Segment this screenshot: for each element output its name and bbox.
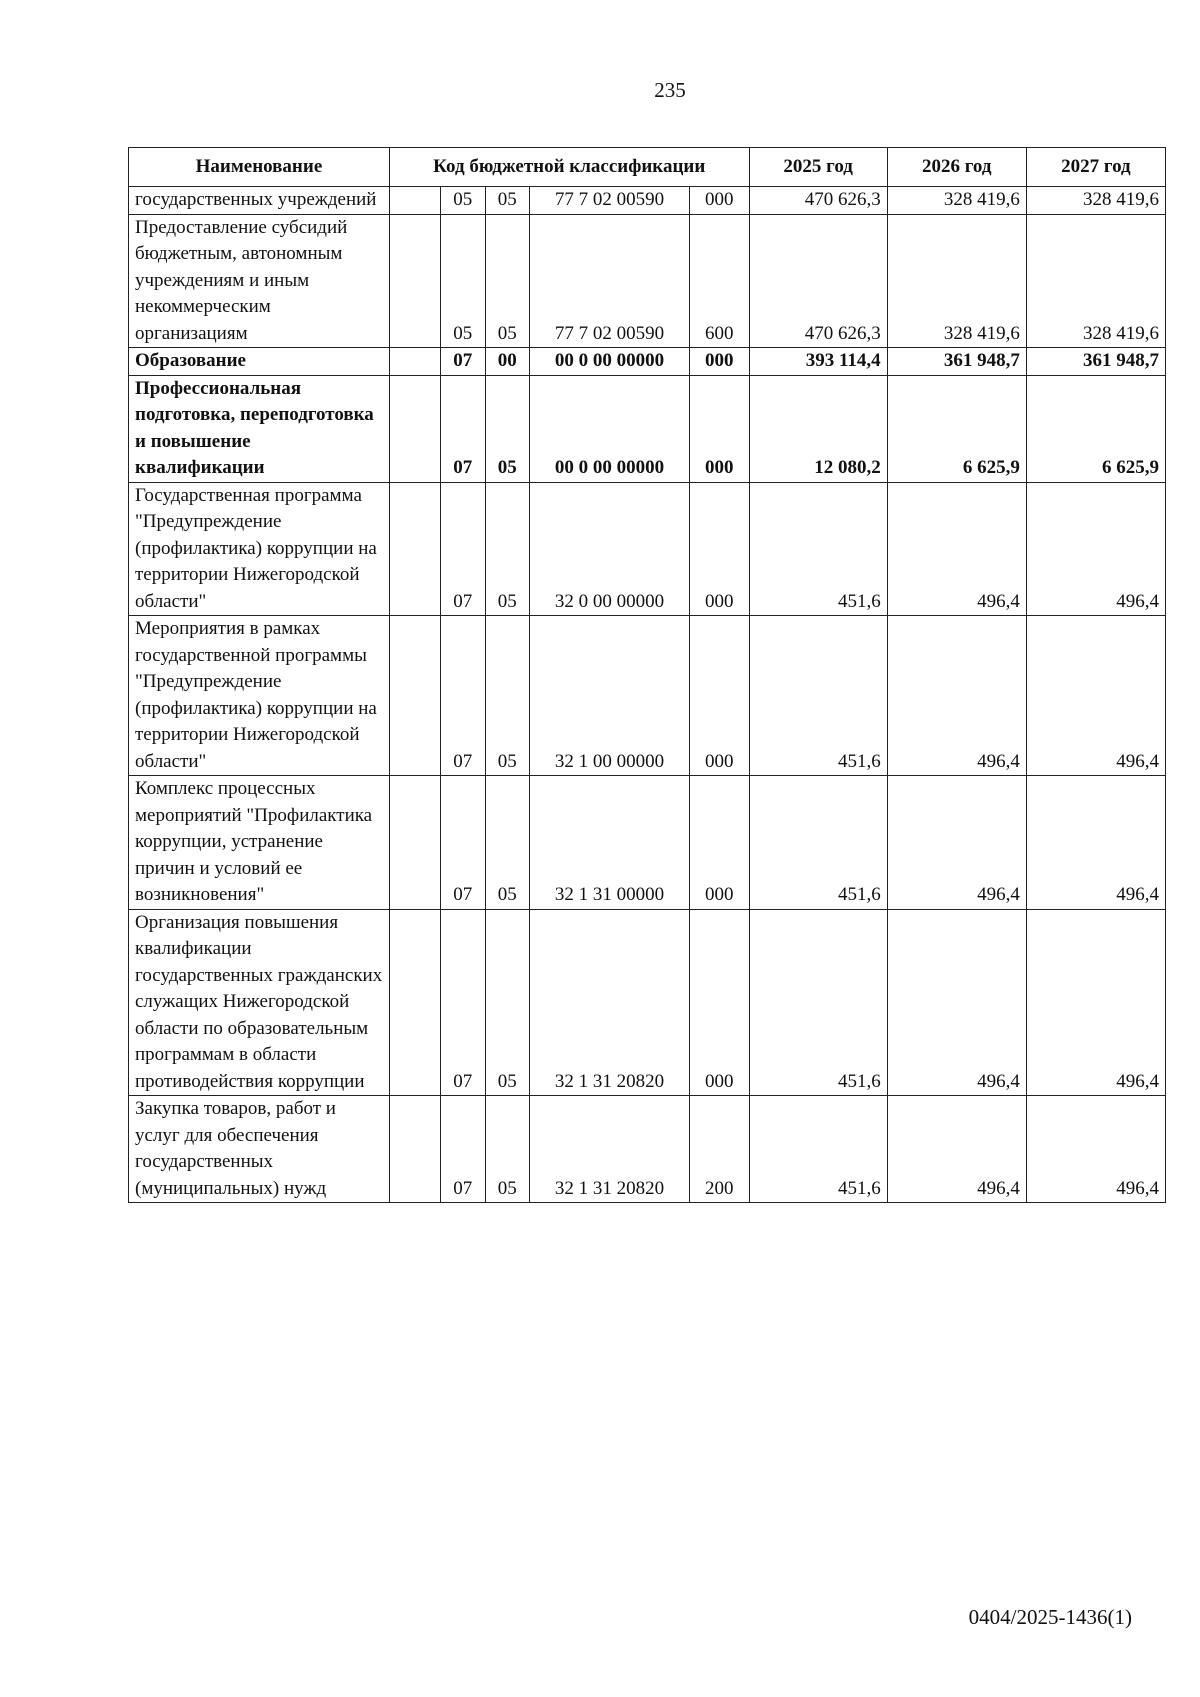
budget-table — [128, 147, 1166, 1203]
row-amount-2027: 6 625,9 — [1026, 375, 1165, 482]
row-amount-2025: 12 080,2 — [749, 375, 887, 482]
row-amount-2025: 470 626,3 — [749, 187, 887, 215]
document-id: 0404/2025-1436(1) — [968, 1605, 1132, 1629]
row-blank-cell — [389, 348, 440, 376]
row-subsection: 05 — [485, 482, 530, 616]
row-subsection: 05 — [485, 187, 530, 215]
row-target-article: 32 0 00 00000 — [530, 482, 690, 616]
row-name: Образование — [129, 348, 390, 376]
row-amount-2026: 496,4 — [887, 482, 1026, 616]
row-blank-cell — [389, 909, 440, 1096]
row-amount-2026: 328 419,6 — [887, 214, 1026, 348]
table-row — [129, 776, 1166, 910]
row-amount-2026: 496,4 — [887, 776, 1026, 910]
row-amount-2026: 6 625,9 — [887, 375, 1026, 482]
row-target-article: 00 0 00 00000 — [530, 375, 690, 482]
row-target-article: 32 1 31 20820 — [530, 1096, 690, 1203]
row-section: 07 — [440, 616, 485, 776]
table-row — [129, 1096, 1166, 1203]
table-row — [129, 482, 1166, 616]
row-subsection: 05 — [485, 1096, 530, 1203]
row-amount-2025: 451,6 — [749, 1096, 887, 1203]
row-amount-2027: 496,4 — [1026, 1096, 1165, 1203]
row-subsection: 05 — [485, 616, 530, 776]
row-section: 07 — [440, 482, 485, 616]
table-row — [129, 616, 1166, 776]
row-name: Мероприятия в рамках государственной программы "Предупреждение (профилактика) коррупции на территории Нижегородской области" — [129, 616, 390, 776]
row-subsection: 00 — [485, 348, 530, 376]
table-header-row — [129, 148, 1166, 187]
row-amount-2027: 328 419,6 — [1026, 187, 1165, 215]
row-name: Закупка товаров, работ и услуг для обеспечения государственных (муниципальных) нужд — [129, 1096, 390, 1203]
row-subsection: 05 — [485, 909, 530, 1096]
row-name: Государственная программа "Предупреждение (профилактика) коррупции на территории Нижегородской области" — [129, 482, 390, 616]
row-blank-cell — [389, 1096, 440, 1203]
row-amount-2025: 393 114,4 — [749, 348, 887, 376]
row-amount-2025: 451,6 — [749, 776, 887, 910]
header-2027: 2027 год — [1026, 148, 1165, 187]
table-row — [129, 214, 1166, 348]
row-name: Профессиональная подготовка, переподготовка и повышение квалификации — [129, 375, 390, 482]
row-section: 07 — [440, 776, 485, 910]
row-section: 07 — [440, 375, 485, 482]
header-2025: 2025 год — [749, 148, 887, 187]
row-section: 05 — [440, 214, 485, 348]
row-amount-2026: 361 948,7 — [887, 348, 1026, 376]
row-amount-2027: 361 948,7 — [1026, 348, 1165, 376]
row-expense-type: 000 — [689, 375, 749, 482]
row-blank-cell — [389, 214, 440, 348]
row-blank-cell — [389, 187, 440, 215]
row-name: Организация повышения квалификации государственных гражданских служащих Нижегородской области по образовательным программам в области противодействия коррупции — [129, 909, 390, 1096]
row-blank-cell — [389, 375, 440, 482]
row-subsection: 05 — [485, 776, 530, 910]
header-name: Наименование — [129, 148, 390, 187]
page-number: 235 — [654, 78, 686, 102]
row-blank-cell — [389, 616, 440, 776]
row-amount-2026: 496,4 — [887, 909, 1026, 1096]
row-subsection: 05 — [485, 214, 530, 348]
row-amount-2025: 451,6 — [749, 909, 887, 1096]
row-subsection: 05 — [485, 375, 530, 482]
table-row — [129, 375, 1166, 482]
row-section: 07 — [440, 909, 485, 1096]
row-target-article: 77 7 02 00590 — [530, 187, 690, 215]
row-amount-2025: 451,6 — [749, 482, 887, 616]
row-section: 07 — [440, 348, 485, 376]
row-expense-type: 000 — [689, 616, 749, 776]
row-target-article: 32 1 31 20820 — [530, 909, 690, 1096]
row-amount-2027: 496,4 — [1026, 482, 1165, 616]
row-amount-2027: 496,4 — [1026, 776, 1165, 910]
row-amount-2025: 470 626,3 — [749, 214, 887, 348]
row-target-article: 32 1 00 00000 — [530, 616, 690, 776]
row-blank-cell — [389, 482, 440, 616]
row-amount-2026: 328 419,6 — [887, 187, 1026, 215]
header-2026: 2026 год — [887, 148, 1026, 187]
row-expense-type: 000 — [689, 348, 749, 376]
row-amount-2025: 451,6 — [749, 616, 887, 776]
row-expense-type: 000 — [689, 776, 749, 910]
row-section: 05 — [440, 187, 485, 215]
row-name: Комплекс процессных мероприятий "Профилактика коррупции, устранение причин и условий ее возникновения" — [129, 776, 390, 910]
row-name: Предоставление субсидий бюджетным, автономным учреждениям и иным некоммерческим организациям — [129, 214, 390, 348]
row-amount-2027: 496,4 — [1026, 616, 1165, 776]
row-blank-cell — [389, 776, 440, 910]
row-amount-2026: 496,4 — [887, 1096, 1026, 1203]
row-target-article: 00 0 00 00000 — [530, 348, 690, 376]
row-expense-type: 200 — [689, 1096, 749, 1203]
row-amount-2026: 496,4 — [887, 616, 1026, 776]
row-section: 07 — [440, 1096, 485, 1203]
row-amount-2027: 328 419,6 — [1026, 214, 1165, 348]
row-target-article: 32 1 31 00000 — [530, 776, 690, 910]
row-amount-2027: 496,4 — [1026, 909, 1165, 1096]
table-row — [129, 909, 1166, 1096]
table-row — [129, 187, 1166, 215]
header-code: Код бюджетной классификации — [389, 148, 749, 187]
table-row — [129, 348, 1166, 376]
row-expense-type: 000 — [689, 909, 749, 1096]
row-expense-type: 000 — [689, 482, 749, 616]
row-target-article: 77 7 02 00590 — [530, 214, 690, 348]
row-expense-type: 600 — [689, 214, 749, 348]
row-name: государственных учреждений — [129, 187, 390, 215]
row-expense-type: 000 — [689, 187, 749, 215]
